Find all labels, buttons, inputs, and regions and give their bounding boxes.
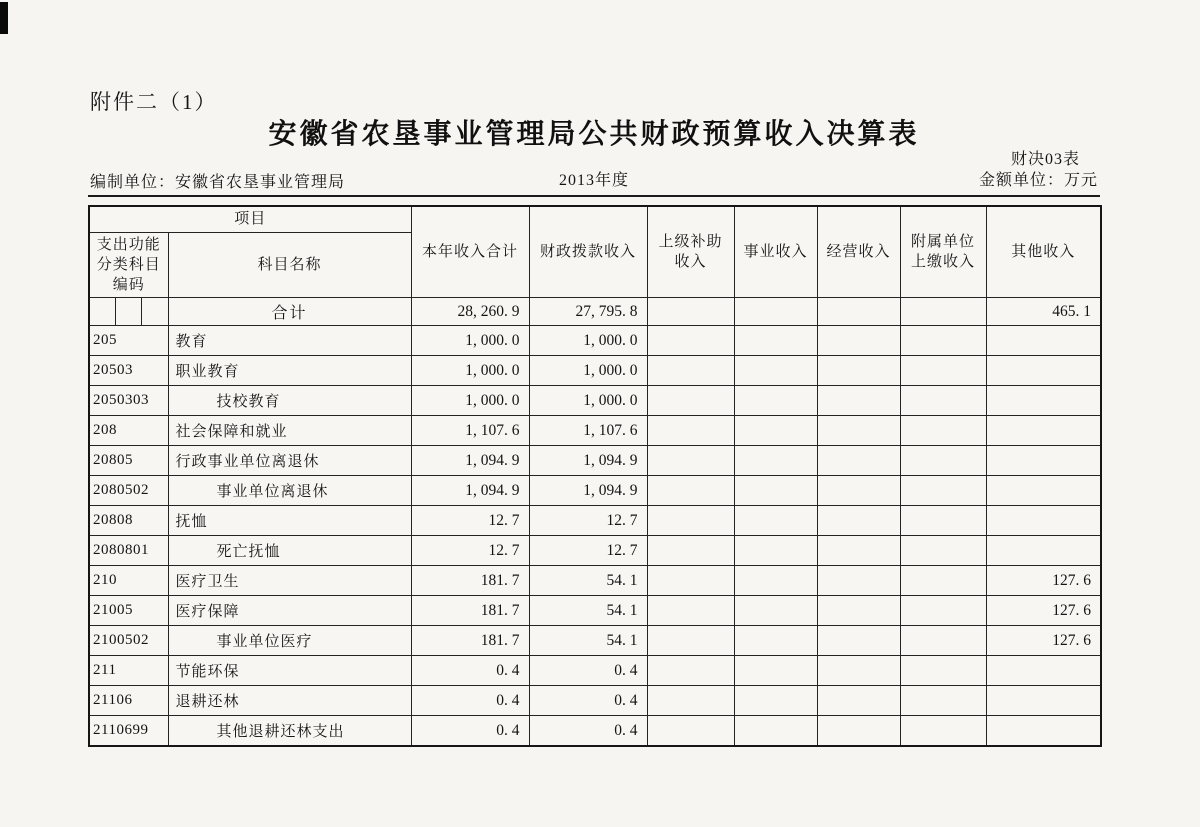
- row-institutional-income: [734, 656, 817, 686]
- row-fiscal-allocation: 0. 4: [529, 716, 647, 746]
- row-operating-income: [817, 716, 900, 746]
- row-operating-income: [817, 566, 900, 596]
- row-current-year-total: 1, 000. 0: [411, 356, 529, 386]
- row-subject-name: 行政事业单位离退休: [168, 446, 411, 476]
- header-col-affiliated-remittance: 附属单位上缴收入: [900, 206, 986, 298]
- row-other-income: [986, 386, 1101, 416]
- row-current-year-total: 181. 7: [411, 566, 529, 596]
- row-other-income: 465. 1: [986, 298, 1101, 326]
- attachment-label: 附件二（1）: [90, 90, 218, 114]
- row-operating-income: [817, 596, 900, 626]
- row-superior-subsidy: [647, 686, 734, 716]
- row-subject-name: 抚恤: [168, 506, 411, 536]
- table-row: [89, 686, 1101, 716]
- row-operating-income: [817, 536, 900, 566]
- row-superior-subsidy: [647, 626, 734, 656]
- row-affiliated-remittance: [900, 446, 986, 476]
- row-other-income: 127. 6: [986, 626, 1101, 656]
- row-institutional-income: [734, 626, 817, 656]
- row-other-income: [986, 416, 1101, 446]
- row-subject-name: 职业教育: [168, 356, 411, 386]
- table-row: [89, 416, 1101, 446]
- row-current-year-total: 12. 7: [411, 536, 529, 566]
- row-subject-name: 事业单位医疗: [168, 626, 411, 656]
- row-superior-subsidy: [647, 416, 734, 446]
- header-col-current-year-total: 本年收入合计: [411, 206, 529, 298]
- row-fiscal-allocation: 54. 1: [529, 566, 647, 596]
- row-fiscal-allocation: 12. 7: [529, 536, 647, 566]
- row-affiliated-remittance: [900, 356, 986, 386]
- code-subcell: [90, 298, 115, 325]
- row-function-code: 20805: [89, 446, 168, 476]
- row-superior-subsidy: [647, 506, 734, 536]
- table-row: [89, 446, 1101, 476]
- row-affiliated-remittance: [900, 686, 986, 716]
- prepared-by-unit: [90, 169, 345, 192]
- row-fiscal-allocation: 1, 000. 0: [529, 356, 647, 386]
- row-other-income: [986, 476, 1101, 506]
- row-other-income: 127. 6: [986, 566, 1101, 596]
- row-fiscal-allocation: 12. 7: [529, 506, 647, 536]
- row-operating-income: [817, 356, 900, 386]
- row-current-year-total: 181. 7: [411, 596, 529, 626]
- row-function-code: 2080502: [89, 476, 168, 506]
- row-institutional-income: [734, 356, 817, 386]
- row-other-income: [986, 356, 1101, 386]
- row-affiliated-remittance: [900, 716, 986, 746]
- row-operating-income: [817, 626, 900, 656]
- row-function-code: 2050303: [89, 386, 168, 416]
- fiscal-year-label: 2013年度: [558, 172, 630, 189]
- row-current-year-total: 0. 4: [411, 686, 529, 716]
- table-row: [89, 298, 1101, 326]
- row-function-code: 2080801: [89, 536, 168, 566]
- table-row: [89, 656, 1101, 686]
- row-other-income: [986, 656, 1101, 686]
- row-affiliated-remittance: [900, 326, 986, 356]
- row-function-code: 2100502: [89, 626, 168, 656]
- row-institutional-income: [734, 386, 817, 416]
- row-subject-name: 节能环保: [168, 656, 411, 686]
- row-operating-income: [817, 326, 900, 356]
- row-subject-name: 医疗保障: [168, 596, 411, 626]
- header-col-other-income: 其他收入: [986, 206, 1101, 298]
- row-affiliated-remittance: [900, 386, 986, 416]
- row-superior-subsidy: [647, 476, 734, 506]
- row-superior-subsidy: [647, 656, 734, 686]
- row-affiliated-remittance: [900, 298, 986, 326]
- row-function-code: 208: [89, 416, 168, 446]
- row-operating-income: [817, 446, 900, 476]
- row-other-income: [986, 326, 1101, 356]
- row-subject-name: 医疗卫生: [168, 566, 411, 596]
- table-row: [89, 326, 1101, 356]
- row-other-income: [986, 716, 1101, 746]
- header-col-institutional-income: 事业收入: [734, 206, 817, 298]
- row-affiliated-remittance: [900, 596, 986, 626]
- row-affiliated-remittance: [900, 656, 986, 686]
- row-function-code: 210: [89, 566, 168, 596]
- row-fiscal-allocation: 1, 094. 9: [529, 446, 647, 476]
- row-institutional-income: [734, 596, 817, 626]
- row-other-income: [986, 536, 1101, 566]
- row-current-year-total: 1, 094. 9: [411, 476, 529, 506]
- row-other-income: [986, 446, 1101, 476]
- code-subcell: [115, 298, 141, 325]
- row-code-subcells: [89, 298, 168, 326]
- row-operating-income: [817, 656, 900, 686]
- row-current-year-total: 12. 7: [411, 506, 529, 536]
- row-institutional-income: [734, 566, 817, 596]
- budget-table: [88, 205, 1102, 747]
- header-col-operating-income: 经营收入: [817, 206, 900, 298]
- row-function-code: 205: [89, 326, 168, 356]
- table-row: [89, 566, 1101, 596]
- scan-artifact-mark: [0, 2, 8, 34]
- row-fiscal-allocation: 27, 795. 8: [529, 298, 647, 326]
- row-institutional-income: [734, 416, 817, 446]
- row-current-year-total: 28, 260. 9: [411, 298, 529, 326]
- row-operating-income: [817, 416, 900, 446]
- page-title: 安徽省农垦事业管理局公共财政预算收入决算表: [268, 119, 920, 150]
- row-fiscal-allocation: 54. 1: [529, 596, 647, 626]
- row-operating-income: [817, 476, 900, 506]
- row-superior-subsidy: [647, 566, 734, 596]
- row-fiscal-allocation: 1, 000. 0: [529, 326, 647, 356]
- row-affiliated-remittance: [900, 626, 986, 656]
- row-subject-name: 合计: [168, 298, 411, 326]
- row-subject-name: 退耕还林: [168, 686, 411, 716]
- row-function-code: 20808: [89, 506, 168, 536]
- row-subject-name: 死亡抚恤: [168, 536, 411, 566]
- row-function-code: 21106: [89, 686, 168, 716]
- prepared-by-label: 编制单位：: [90, 174, 176, 191]
- row-other-income: [986, 686, 1101, 716]
- row-institutional-income: [734, 506, 817, 536]
- row-affiliated-remittance: [900, 476, 986, 506]
- row-fiscal-allocation: 1, 094. 9: [529, 476, 647, 506]
- row-superior-subsidy: [647, 446, 734, 476]
- row-function-code: 21005: [89, 596, 168, 626]
- form-code-label: 财决03表: [1010, 151, 1080, 168]
- row-institutional-income: [734, 298, 817, 326]
- row-affiliated-remittance: [900, 536, 986, 566]
- row-subject-name: 事业单位离退休: [168, 476, 411, 506]
- row-subject-name: 其他退耕还林支出: [168, 716, 411, 746]
- header-col-fiscal-allocation: 财政拨款收入: [529, 206, 647, 298]
- row-fiscal-allocation: 1, 107. 6: [529, 416, 647, 446]
- row-affiliated-remittance: [900, 416, 986, 446]
- row-other-income: [986, 506, 1101, 536]
- row-institutional-income: [734, 326, 817, 356]
- header-function-code: 支出功能分类科目编码: [89, 232, 168, 298]
- row-operating-income: [817, 686, 900, 716]
- row-current-year-total: 0. 4: [411, 656, 529, 686]
- row-current-year-total: 1, 000. 0: [411, 326, 529, 356]
- table-row: [89, 626, 1101, 656]
- row-affiliated-remittance: [900, 506, 986, 536]
- row-institutional-income: [734, 536, 817, 566]
- row-current-year-total: 181. 7: [411, 626, 529, 656]
- row-superior-subsidy: [647, 326, 734, 356]
- table-row: [89, 536, 1101, 566]
- row-operating-income: [817, 386, 900, 416]
- row-current-year-total: 1, 107. 6: [411, 416, 529, 446]
- row-current-year-total: 0. 4: [411, 716, 529, 746]
- table-row: [89, 596, 1101, 626]
- prepared-by-value: 安徽省农垦事业管理局: [175, 174, 346, 191]
- row-function-code: 20503: [89, 356, 168, 386]
- code-subcell: [141, 298, 167, 325]
- row-fiscal-allocation: 0. 4: [529, 686, 647, 716]
- row-superior-subsidy: [647, 716, 734, 746]
- row-superior-subsidy: [647, 298, 734, 326]
- row-operating-income: [817, 298, 900, 326]
- row-institutional-income: [734, 716, 817, 746]
- row-superior-subsidy: [647, 596, 734, 626]
- header-col-superior-subsidy: 上级补助收入: [647, 206, 734, 298]
- table-row: [89, 386, 1101, 416]
- row-superior-subsidy: [647, 536, 734, 566]
- row-subject-name: 社会保障和就业: [168, 416, 411, 446]
- header-subject-name: 科目名称: [168, 232, 411, 298]
- row-affiliated-remittance: [900, 566, 986, 596]
- row-current-year-total: 1, 094. 9: [411, 446, 529, 476]
- row-fiscal-allocation: 1, 000. 0: [529, 386, 647, 416]
- row-operating-income: [817, 506, 900, 536]
- row-superior-subsidy: [647, 356, 734, 386]
- row-other-income: 127. 6: [986, 596, 1101, 626]
- table-row: [89, 506, 1101, 536]
- table-row: [89, 356, 1101, 386]
- row-superior-subsidy: [647, 386, 734, 416]
- row-fiscal-allocation: 54. 1: [529, 626, 647, 656]
- row-institutional-income: [734, 476, 817, 506]
- amount-unit-label: 金额单位：万元: [978, 172, 1098, 189]
- row-institutional-income: [734, 686, 817, 716]
- row-fiscal-allocation: 0. 4: [529, 656, 647, 686]
- header-project: 项目: [89, 206, 411, 232]
- row-function-code: 211: [89, 656, 168, 686]
- table-row: [89, 476, 1101, 506]
- info-row: [88, 166, 1100, 197]
- table-row: [89, 716, 1101, 746]
- row-subject-name: 技校教育: [168, 386, 411, 416]
- row-current-year-total: 1, 000. 0: [411, 386, 529, 416]
- row-subject-name: 教育: [168, 326, 411, 356]
- row-function-code: 2110699: [89, 716, 168, 746]
- row-institutional-income: [734, 446, 817, 476]
